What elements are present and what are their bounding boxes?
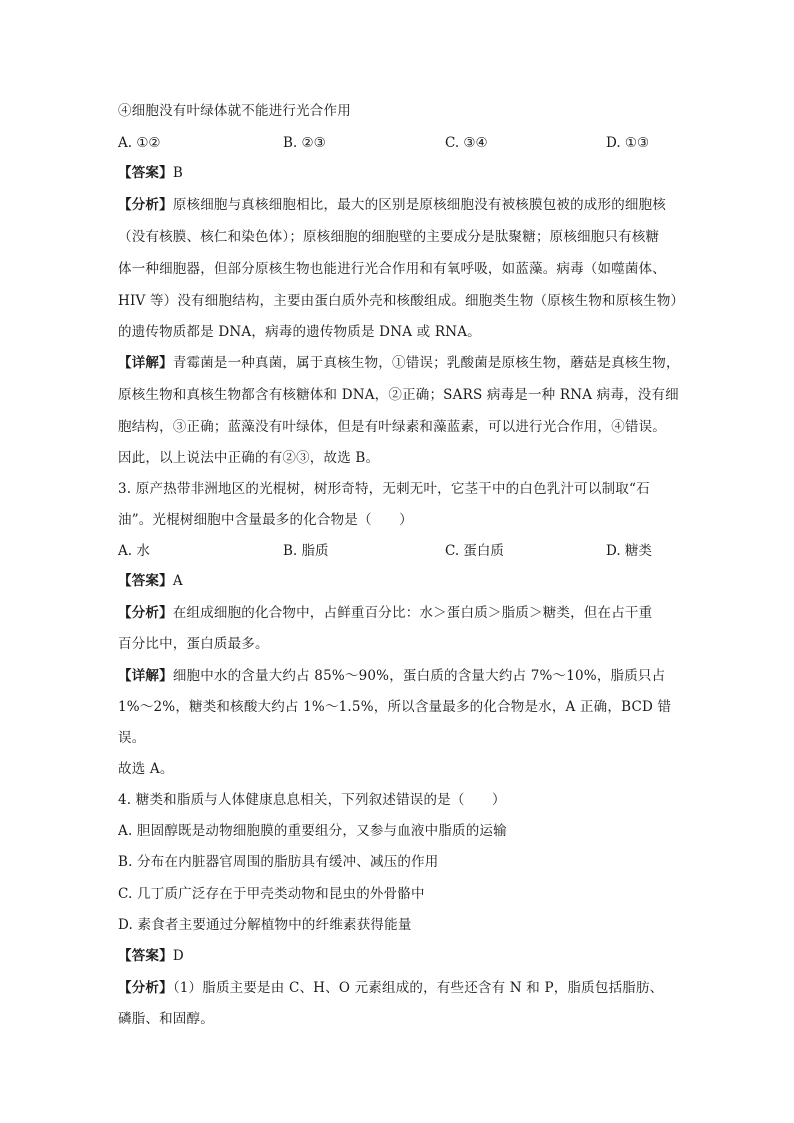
q2-analysis-line: （没有核膜、核仁和染色体）；原核细胞的细胞壁的主要成分是肽聚糖；原核细胞只有核糖 [118, 229, 660, 245]
q3-detail-line: 误。 [118, 730, 146, 746]
q3-option-b: B. 脂质 [283, 543, 329, 559]
analysis-text: （1）脂质主要是由 C、H、O 元素组成的，有些还含有 N 和 P，脂质包括脂肪、 [172, 980, 664, 996]
answer-value: B [172, 165, 183, 181]
q4-option-b: B. 分布在内脏器官周围的脂肪具有缓冲、减压的作用 [118, 854, 439, 870]
answer-tag: 【答案】 [118, 948, 173, 964]
q2-analysis-line: 的遗传物质都是 DNA，病毒的遗传物质是 DNA 或 RNA。 [118, 324, 481, 340]
detail-text: 青霉菌是一种真菌，属于真核生物，①错误；乳酸菌是原核生物，蘑菇是真核生物， [172, 355, 680, 371]
analysis-tag: 【分析】 [118, 980, 173, 996]
q4-analysis-line [118, 978, 688, 998]
answer-value: A [172, 573, 183, 589]
detail-text: 细胞中水的含量大约占 85%～90%，蛋白质的含量大约占 7%～10%，脂质只占 [172, 668, 666, 684]
q4-option-c: C. 几丁质广泛存在于甲壳类动物和昆虫的外骨骼中 [118, 886, 425, 902]
q3-option-d: D. 糖类 [606, 543, 652, 559]
q3-stem-line: 3. 原产热带非洲地区的光棍树，树形奇特，无刺无叶，它茎干中的白色乳汁可以制取“石 [118, 481, 650, 497]
q4-answer [118, 946, 688, 966]
q2-option-d: D. ①③ [606, 135, 650, 151]
q2-option-b: B. ②③ [283, 135, 326, 151]
q2-detail-line: 因此，以上说法中正确的有②③，故选 B。 [118, 450, 380, 466]
q3-analysis-line: 百分比中，蛋白质最多。 [118, 636, 269, 652]
q3-option-c: C. 蛋白质 [445, 543, 504, 559]
analysis-text: 原核细胞与真核细胞相比，最大的区别是原核细胞没有被核膜包被的成形的细胞核 [172, 197, 667, 213]
q2-detail-line: 胞结构，③正确；蓝藻没有叶绿体，但是有叶绿素和藻蓝素，可以进行光合作用，④错误。 [118, 419, 666, 435]
q2-analysis-line [118, 195, 688, 215]
analysis-tag: 【分析】 [118, 197, 173, 213]
q3-detail-line: 1%～2%，糖类和核酸大约占 1%～1.5%，所以含量最多的化合物是水，A 正确，BCD 错 [118, 699, 672, 715]
q3-detail-line: 故选 A。 [118, 761, 174, 777]
answer-tag: 【答案】 [118, 165, 173, 181]
q3-analysis-line [118, 603, 688, 623]
q4-option-a: A. 胆固醇既是动物细胞膜的重要组分，又参与血液中脂质的运输 [118, 823, 507, 839]
answer-value: D [172, 948, 184, 964]
q3-option-a: A. 水 [118, 543, 150, 559]
detail-tag: 【详解】 [118, 355, 173, 371]
q2-detail-line [118, 353, 688, 373]
q2-answer [118, 163, 688, 183]
q4-analysis-line: 磷脂、和固醇。 [118, 1011, 214, 1027]
q4-stem: 4. 糖类和脂质与人体健康息息相关，下列叙述错误的是（ ） [118, 792, 506, 808]
statement-4: ④细胞没有叶绿体就不能进行光合作用 [118, 103, 351, 119]
q3-stem-line: 油”。光棍树细胞中含量最多的化合物是（ ） [118, 512, 413, 528]
q2-analysis-line: HIV 等）没有细胞结构，主要由蛋白质外壳和核酸组成。细胞类生物（原核生物和原核生物） [118, 293, 685, 309]
q4-option-d: D. 素食者主要通过分解植物中的纤维素获得能量 [118, 917, 412, 933]
q2-detail-line: 原核生物和真核生物都含有核糖体和 DNA，②正确；SARS 病毒是一种 RNA 病毒，没有细 [118, 387, 679, 403]
q2-analysis-line: 体一种细胞器，但部分原核生物也能进行光合作用和有氧呼吸，如蓝藻。病毒（如噬菌体、 [118, 261, 666, 277]
analysis-text: 在组成细胞的化合物中，占鲜重百分比：水＞蛋白质＞脂质＞糖类，但在占干重 [172, 605, 653, 621]
analysis-tag: 【分析】 [118, 605, 173, 621]
detail-tag: 【详解】 [118, 668, 173, 684]
q3-detail-line [118, 666, 688, 686]
q2-option-a: A. ①② [118, 135, 161, 151]
answer-tag: 【答案】 [118, 573, 173, 589]
q2-option-c: C. ③④ [445, 135, 488, 151]
q3-answer [118, 571, 688, 591]
